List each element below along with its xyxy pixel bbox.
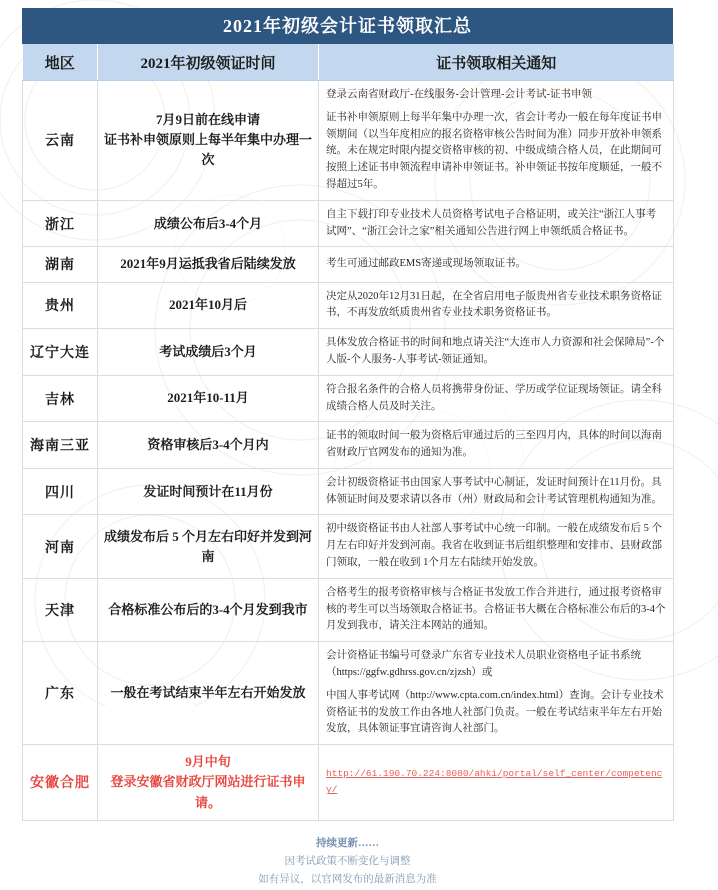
table-row <box>23 200 674 247</box>
cell-notice <box>319 578 674 641</box>
notice-paragraph: 证书补申领原则上每半年集中办理一次，省会计考办一般在每年度证书申领期间（以当年度相应的报名资格审核公告时间为准）同步开放补申领系统。未在规定时限内提交资格审核的初、中级成绩合格人员，在此期间可按照上述证书申领流程申请补申领证书。补申领证书按年度顺延，一般不得超过5年。 <box>326 111 662 190</box>
table-row <box>23 642 674 745</box>
cell-notice <box>319 375 674 422</box>
cell-time <box>98 81 319 201</box>
time-line: 2021年10月后 <box>168 297 247 313</box>
cell-notice <box>319 329 674 376</box>
cell-time <box>98 422 319 469</box>
time-line: 证书补申领原则上每半年集中办理一次 <box>104 132 313 168</box>
cell-region: 四川 <box>23 468 98 515</box>
cell-time <box>98 468 319 515</box>
cell-region: 海南三亚 <box>23 422 98 469</box>
footer-line-2: 因考试政策不断变化与调整 <box>284 856 411 868</box>
time-line: 2021年9月运抵我省后陆续发放 <box>120 256 296 272</box>
notice-paragraph: 会计资格证书编号可登录广东省专业技术人员职业资格电子证书系统（https://ggfw.gdhrss.gov.cn/zjzsh）或 <box>326 650 641 679</box>
cell-time <box>98 642 319 745</box>
cell-notice <box>319 422 674 469</box>
time-line: 2021年10-11月 <box>167 390 249 406</box>
cell-region: 安徽合肥 <box>23 745 98 820</box>
table-row <box>23 247 674 282</box>
notice-paragraph: 具体发放合格证书的时间和地点请关注“大连市人力资源和社会保障局”-个人版-个人服务-人事考试-领证通知。 <box>326 337 665 365</box>
column-header-region: 地区 <box>23 44 98 81</box>
cell-region: 吉林 <box>23 375 98 422</box>
cell-time <box>98 282 319 329</box>
time-line: 发证时间预计在11月份 <box>143 483 273 499</box>
cell-notice <box>319 200 674 247</box>
table-row <box>23 422 674 469</box>
table-header <box>23 44 674 81</box>
cell-region: 河南 <box>23 515 98 578</box>
table-row <box>23 375 674 422</box>
cell-notice <box>319 247 674 282</box>
cell-time <box>98 200 319 247</box>
cell-region: 湖南 <box>23 247 98 282</box>
cell-time <box>98 745 319 820</box>
footer-line-1: 持续更新…… <box>316 837 379 849</box>
time-line: 合格标准公布后的3-4个月发到我市 <box>108 602 308 617</box>
footer-line-3: 如有异议，以官网发布的最新消息为准 <box>258 874 437 886</box>
notice-paragraph: 合格考生的报考资格审核与合格证书发放工作合并进行，通过报考资格审核的考生可以当场领取合格证书。合格证书大概在合格标准公布后的3-4个月发到我市，请关注本网站的通知。 <box>326 586 666 632</box>
cell-notice <box>319 642 674 745</box>
time-line: 考试成绩后3个月 <box>159 343 257 359</box>
table-row <box>23 578 674 641</box>
notice-paragraph: 决定从2020年12月31日起，在全省启用电子版贵州省专业技术职务资格证书，不再发放纸质贵州省专业技术职务资格证书。 <box>326 290 662 319</box>
cell-region: 贵州 <box>23 282 98 329</box>
certificate-table <box>22 44 674 821</box>
cell-time <box>98 578 319 641</box>
cell-notice <box>319 515 674 578</box>
certificate-summary-sheet <box>22 8 673 890</box>
cell-time <box>98 329 319 376</box>
table-row <box>23 745 674 820</box>
time-line: 登录安徽省财政厅网站进行证书申请。 <box>110 774 306 810</box>
cell-region: 天津 <box>23 578 98 641</box>
table-row <box>23 81 674 201</box>
time-line: 资格审核后3-4个月内 <box>147 437 269 453</box>
time-line: 成绩公布后3-4个月 <box>153 215 263 231</box>
cell-notice <box>319 282 674 329</box>
notice-paragraph: 中国人事考试网（http://www.cpta.com.cn/index.html）查询。会计专业技术资格证书的发放工作由各地人社部门负责。一般在考试结束半年左右开始发放，具体领证事宜请咨询人社部门。 <box>326 689 664 735</box>
column-header-time: 2021年初级领证时间 <box>98 44 319 81</box>
cell-time <box>98 375 319 422</box>
notice-link[interactable]: http://61.190.70.224:8080/ahki/portal/self_center/competency/ <box>326 767 663 796</box>
table-row <box>23 515 674 578</box>
cell-time <box>98 247 319 282</box>
cell-region: 广东 <box>23 642 98 745</box>
notice-paragraph: 初中级资格证书由人社部人事考试中心统一印制。一般在成绩发布后 5 个月左右印好并发到河南。我省在收到证书后组织整理和安排市、县财政部门领取，一般在收到 1个月左右陆续开始发放。 <box>326 523 662 569</box>
table-row <box>23 468 674 515</box>
page-title: 2021年初级会计证书领取汇总 <box>22 8 673 44</box>
notice-paragraph: 证书的领取时间一般为资格后审通过后的三至四月内，具体的时间以海南省财政厅官网发布的通知为准。 <box>326 430 662 459</box>
cell-time <box>98 515 319 578</box>
cell-region: 浙江 <box>23 200 98 247</box>
time-line: 一般在考试结束半年左右开始发放 <box>110 685 306 701</box>
notice-paragraph: 登录云南省财政厅-在线服务-会计管理-会计考试-证书申领 <box>326 89 592 100</box>
table-row <box>23 282 674 329</box>
time-line: 9月中旬 <box>185 754 231 770</box>
table-body <box>23 81 674 821</box>
time-line: 7月9日前在线申请 <box>155 112 260 128</box>
notice-paragraph: 自主下载打印专业技术人员资格考试电子合格证明，或关注“浙江人事考试网”、“浙江会计之家”相关通知公告进行网上申领纸质合格证书。 <box>326 208 657 237</box>
cell-notice <box>319 745 674 820</box>
table-header-row <box>23 44 674 81</box>
table-row <box>23 329 674 376</box>
time-line: 成绩发布后 5 个月左右印好并发到河南 <box>104 528 313 564</box>
cell-region: 云南 <box>23 81 98 201</box>
notice-paragraph: 符合报名条件的合格人员将携带身份证、学历或学位证现场领证。请全科成绩合格人员及时关注。 <box>326 383 662 412</box>
cell-notice <box>319 81 674 201</box>
notice-paragraph: 会计初级资格证书由国家人事考试中心制证，发证时间预计在11月份。具体领证时间及要求请以各市（州）财政局和会计考试管理机构通知为准。 <box>326 476 662 505</box>
footer-note <box>22 835 673 890</box>
column-header-notice: 证书领取相关通知 <box>319 44 674 81</box>
cell-notice <box>319 468 674 515</box>
cell-region: 辽宁大连 <box>23 329 98 376</box>
notice-paragraph: 考生可通过邮政EMS寄递或现场领取证书。 <box>326 258 527 270</box>
